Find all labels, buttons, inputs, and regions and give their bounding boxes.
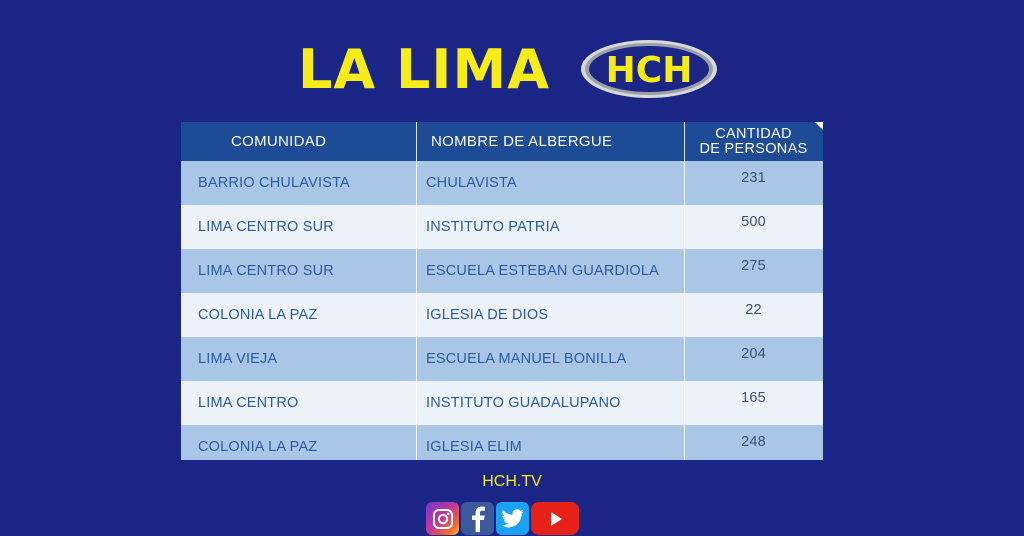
table-row	[181, 205, 823, 249]
column-divider	[684, 122, 685, 460]
twitter-icon[interactable]	[496, 502, 529, 535]
cell-comunidad: LIMA CENTRO	[198, 395, 299, 411]
table-row	[181, 249, 823, 293]
column-header-comunidad: COMUNIDAD	[231, 133, 327, 150]
hch-logo	[579, 37, 719, 101]
column-header-cantidad-line1: CANTIDAD	[715, 125, 792, 142]
cell-cantidad: 248	[741, 434, 766, 450]
cell-albergue: ESCUELA MANUEL BONILLA	[426, 351, 627, 367]
cell-cantidad: 165	[741, 390, 766, 406]
column-header-cantidad	[684, 122, 823, 161]
cell-comunidad: LIMA CENTRO SUR	[198, 219, 334, 235]
cell-cantidad: 204	[741, 346, 766, 362]
table-header	[181, 122, 823, 161]
youtube-icon[interactable]	[531, 502, 579, 535]
table-row	[181, 337, 823, 381]
table-row	[181, 293, 823, 337]
facebook-icon[interactable]	[461, 502, 494, 535]
cell-albergue: ESCUELA ESTEBAN GUARDIOLA	[426, 263, 660, 279]
cell-albergue: CHULAVISTA	[426, 175, 517, 191]
cell-albergue: INSTITUTO PATRIA	[426, 219, 560, 235]
page-title: LA LIMA	[298, 38, 551, 101]
column-header-albergue: NOMBRE DE ALBERGUE	[431, 133, 613, 150]
site-url[interactable]: HCH.TV	[482, 473, 542, 490]
cell-comunidad: COLONIA LA PAZ	[198, 307, 318, 323]
logo-text: HCH	[605, 50, 693, 91]
cell-comunidad: LIMA CENTRO SUR	[198, 263, 334, 279]
cell-comunidad: LIMA VIEJA	[198, 351, 278, 367]
social-links	[426, 502, 579, 535]
cell-comunidad: COLONIA LA PAZ	[198, 439, 318, 455]
cell-cantidad: 231	[741, 170, 766, 186]
cell-albergue: IGLESIA ELIM	[426, 439, 522, 455]
table-row	[181, 425, 823, 460]
cell-comunidad: BARRIO CHULAVISTA	[198, 175, 350, 191]
cell-albergue: IGLESIA DE DIOS	[426, 307, 549, 323]
column-header-cantidad-line2: DE PERSONAS	[699, 140, 808, 157]
cell-albergue: INSTITUTO GUADALUPANO	[426, 395, 621, 411]
cell-cantidad: 22	[745, 302, 762, 318]
cell-cantidad: 500	[741, 214, 766, 230]
table-row	[181, 381, 823, 425]
instagram-icon[interactable]	[426, 502, 459, 535]
cell-cantidad: 275	[741, 258, 766, 274]
column-divider	[416, 122, 417, 460]
shelter-table	[181, 122, 823, 460]
header-corner-mark	[815, 122, 823, 130]
table-row	[181, 161, 823, 205]
